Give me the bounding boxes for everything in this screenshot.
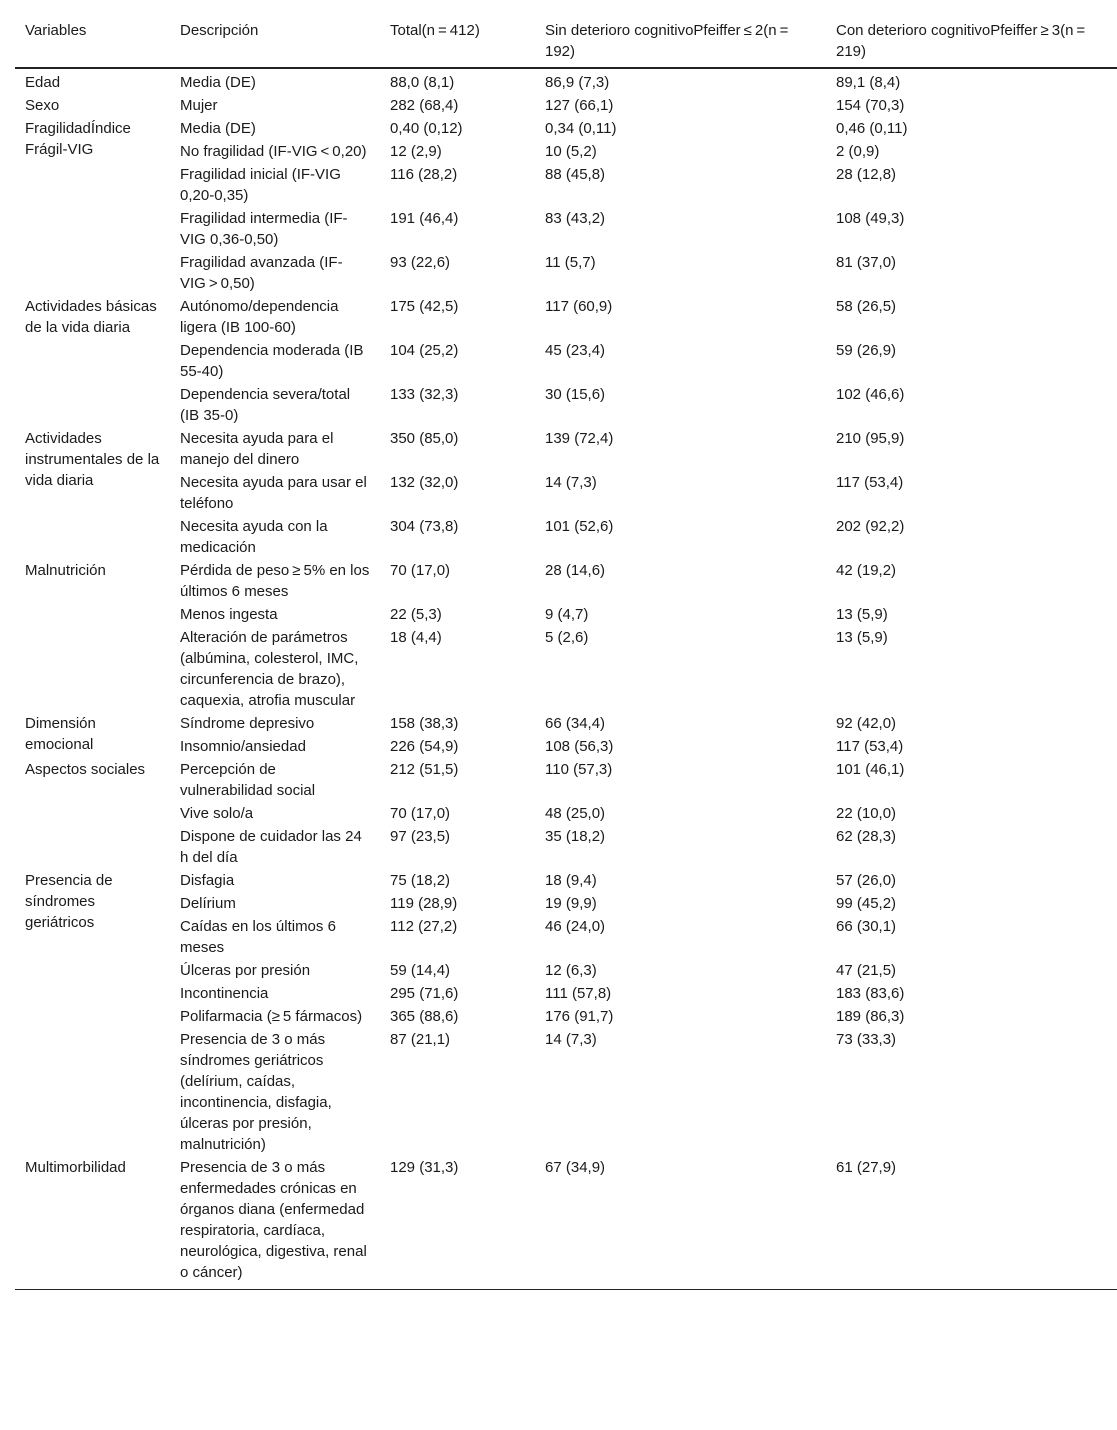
table-row [15, 802, 1117, 825]
cell-descripcion: Delírium [180, 895, 236, 912]
cell-descripcion: Dependencia severa/total (IB 35-0) [180, 386, 351, 424]
cell-total: 97 (23,5) [390, 828, 451, 845]
cell-descripcion: Síndrome depresivo [180, 715, 315, 732]
cell-sin-deterioro: 12 (6,3) [545, 962, 597, 979]
cell-variable: Presencia de síndromes geriátricos [25, 872, 113, 931]
cell-descripcion: Dispone de cuidador las 24 h del día [180, 828, 365, 866]
cell-sin-deterioro: 5 (2,6) [545, 629, 589, 646]
header-descripcion: Descripción [170, 18, 380, 68]
cell-descripcion: Vive solo/a [180, 805, 254, 822]
table-row [15, 68, 1117, 94]
cell-variable: Actividades básicas de la vida diaria [25, 298, 157, 336]
cell-sin-deterioro: 86,9 (7,3) [545, 74, 610, 91]
table-row [15, 915, 1117, 959]
cell-con-deterioro: 117 (53,4) [836, 738, 904, 755]
cell-total: 365 (88,6) [390, 1008, 459, 1025]
table-row [15, 339, 1117, 383]
cell-descripcion: Percepción de vulnerabilidad social [180, 761, 316, 799]
cell-con-deterioro: 2 (0,9) [836, 143, 880, 160]
cell-con-deterioro: 47 (21,5) [836, 962, 897, 979]
cell-sin-deterioro: 11 (5,7) [545, 254, 596, 271]
cell-descripcion: Presencia de 3 o más enfermedades crónicas en órganos diana (enfermedad respiratoria, cardíaca, neurológica, digestiva, renal o cáncer) [180, 1159, 367, 1281]
cell-con-deterioro: 189 (86,3) [836, 1008, 905, 1025]
cell-sin-deterioro: 101 (52,6) [545, 518, 614, 535]
cell-con-deterioro: 13 (5,9) [836, 629, 888, 646]
cell-sin-deterioro: 139 (72,4) [545, 430, 614, 447]
cell-total: 87 (21,1) [390, 1031, 451, 1048]
cell-con-deterioro: 28 (12,8) [836, 166, 897, 183]
cell-variable: FragilidadÍndice Frágil-VIG [25, 120, 131, 158]
cell-variable: Dimensión emocional [25, 715, 96, 753]
cell-con-deterioro: 42 (19,2) [836, 562, 897, 579]
cell-variable: Malnutrición [25, 562, 106, 579]
cell-total: 304 (73,8) [390, 518, 459, 535]
cell-sin-deterioro: 0,34 (0,11) [545, 120, 617, 137]
table-row [15, 140, 1117, 163]
table-row [15, 712, 1117, 735]
table-header [15, 18, 1117, 68]
cell-descripcion: Polifarmacia (≥ 5 fármacos) [180, 1008, 363, 1025]
cell-sin-deterioro: 10 (5,2) [545, 143, 597, 160]
table-row [15, 117, 1117, 140]
cell-con-deterioro: 102 (46,6) [836, 386, 905, 403]
cell-total: 104 (25,2) [390, 342, 459, 359]
table-row [15, 163, 1117, 207]
table-row [15, 251, 1117, 295]
cell-total: 212 (51,5) [390, 761, 459, 778]
cell-total: 191 (46,4) [390, 210, 459, 227]
cell-descripcion: Úlceras por presión [180, 962, 311, 979]
cell-total: 295 (71,6) [390, 985, 459, 1002]
cell-sin-deterioro: 19 (9,9) [545, 895, 597, 912]
cell-con-deterioro: 73 (33,3) [836, 1031, 897, 1048]
header-row [15, 18, 1117, 68]
cell-total: 175 (42,5) [390, 298, 459, 315]
table-row [15, 1005, 1117, 1028]
cell-total: 18 (4,4) [390, 629, 442, 646]
cell-total: 112 (27,2) [390, 918, 458, 935]
table-row [15, 94, 1117, 117]
cell-descripcion: Fragilidad avanzada (IF-VIG > 0,50) [180, 254, 343, 292]
cell-sin-deterioro: 9 (4,7) [545, 606, 589, 623]
cell-sin-deterioro: 110 (57,3) [545, 761, 613, 778]
header-con-deterioro: Con deterioro cognitivoPfeiffer ≥ 3(n = 219) [826, 18, 1117, 68]
cell-total: 282 (68,4) [390, 97, 459, 114]
table-row [15, 427, 1117, 471]
table-row [15, 383, 1117, 427]
table-row [15, 207, 1117, 251]
cell-total: 75 (18,2) [390, 872, 451, 889]
cell-con-deterioro: 22 (10,0) [836, 805, 897, 822]
cell-variable: Multimorbilidad [25, 1159, 126, 1176]
cell-sin-deterioro: 176 (91,7) [545, 1008, 614, 1025]
cell-sin-deterioro: 108 (56,3) [545, 738, 614, 755]
cell-con-deterioro: 62 (28,3) [836, 828, 897, 845]
cell-con-deterioro: 108 (49,3) [836, 210, 905, 227]
cell-con-deterioro: 99 (45,2) [836, 895, 897, 912]
cell-descripcion: Insomnio/ansiedad [180, 738, 306, 755]
cell-con-deterioro: 58 (26,5) [836, 298, 897, 315]
cell-total: 70 (17,0) [390, 805, 451, 822]
cell-total: 12 (2,9) [390, 143, 442, 160]
cell-sin-deterioro: 66 (34,4) [545, 715, 606, 732]
cell-variable: Edad [25, 74, 61, 91]
cell-sin-deterioro: 83 (43,2) [545, 210, 606, 227]
cell-sin-deterioro: 46 (24,0) [545, 918, 606, 935]
cell-con-deterioro: 92 (42,0) [836, 715, 897, 732]
cell-sin-deterioro: 14 (7,3) [545, 1031, 597, 1048]
table-row [15, 758, 1117, 802]
table-row [15, 471, 1117, 515]
cell-descripcion: Dependencia moderada (IB 55-40) [180, 342, 364, 380]
cell-variable: Actividades instrumentales de la vida diaria [25, 430, 160, 489]
cell-descripcion: Media (DE) [180, 74, 256, 91]
cell-descripcion: Necesita ayuda con la medicación [180, 518, 328, 556]
cell-descripcion: Incontinencia [180, 985, 269, 1002]
cell-con-deterioro: 57 (26,0) [836, 872, 897, 889]
cell-sin-deterioro: 111 (57,8) [545, 985, 612, 1002]
cell-total: 59 (14,4) [390, 962, 451, 979]
cell-con-deterioro: 183 (83,6) [836, 985, 905, 1002]
cell-total: 129 (31,3) [390, 1159, 459, 1176]
cell-total: 158 (38,3) [390, 715, 459, 732]
table-row [15, 603, 1117, 626]
cell-sin-deterioro: 30 (15,6) [545, 386, 606, 403]
cell-total: 93 (22,6) [390, 254, 451, 271]
table-row [15, 869, 1117, 892]
header-total: Total(n = 412) [380, 18, 535, 68]
table-row [15, 626, 1117, 712]
cell-sin-deterioro: 35 (18,2) [545, 828, 606, 845]
table-row [15, 1028, 1117, 1156]
cell-descripcion: Necesita ayuda para el manejo del dinero [180, 430, 334, 468]
cell-total: 70 (17,0) [390, 562, 451, 579]
cell-con-deterioro: 117 (53,4) [836, 474, 904, 491]
cell-total: 88,0 (8,1) [390, 74, 455, 91]
cell-sin-deterioro: 45 (23,4) [545, 342, 606, 359]
cell-descripcion: Fragilidad inicial (IF-VIG 0,20-0,35) [180, 166, 341, 204]
cell-sin-deterioro: 67 (34,9) [545, 1159, 606, 1176]
cell-total: 116 (28,2) [390, 166, 458, 183]
cell-descripcion: Pérdida de peso ≥ 5% en los últimos 6 meses [180, 562, 370, 600]
cell-sin-deterioro: 18 (9,4) [545, 872, 597, 889]
table-body [15, 68, 1117, 1290]
table-row [15, 1156, 1117, 1290]
cell-descripcion: Caídas en los últimos 6 meses [180, 918, 336, 956]
cell-con-deterioro: 66 (30,1) [836, 918, 897, 935]
cell-con-deterioro: 202 (92,2) [836, 518, 905, 535]
cell-descripcion: Fragilidad intermedia (IF-VIG 0,36-0,50) [180, 210, 348, 248]
cell-con-deterioro: 0,46 (0,11) [836, 120, 908, 137]
cell-con-deterioro: 13 (5,9) [836, 606, 888, 623]
data-table [15, 18, 1117, 1290]
cell-sin-deterioro: 88 (45,8) [545, 166, 606, 183]
table-row [15, 295, 1117, 339]
cell-total: 350 (85,0) [390, 430, 459, 447]
cell-total: 119 (28,9) [390, 895, 458, 912]
cell-con-deterioro: 154 (70,3) [836, 97, 905, 114]
cell-con-deterioro: 81 (37,0) [836, 254, 897, 271]
cell-sin-deterioro: 28 (14,6) [545, 562, 606, 579]
cell-con-deterioro: 61 (27,9) [836, 1159, 897, 1176]
header-variables: Variables [15, 18, 170, 68]
table-row [15, 559, 1117, 603]
cell-variable: Sexo [25, 97, 60, 114]
cell-con-deterioro: 210 (95,9) [836, 430, 905, 447]
table-row [15, 735, 1117, 758]
cell-descripcion: Necesita ayuda para usar el teléfono [180, 474, 367, 512]
cell-descripcion: No fragilidad (IF-VIG < 0,20) [180, 143, 367, 160]
cell-sin-deterioro: 117 (60,9) [545, 298, 613, 315]
header-sin-deterioro: Sin deterioro cognitivoPfeiffer ≤ 2(n = 192) [535, 18, 826, 68]
cell-descripcion: Media (DE) [180, 120, 256, 137]
table-row [15, 892, 1117, 915]
cell-descripcion: Alteración de parámetros (albúmina, colesterol, IMC, circunferencia de brazo), caquexia, atrofia muscular [180, 629, 359, 709]
cell-sin-deterioro: 48 (25,0) [545, 805, 606, 822]
cell-descripcion: Disfagia [180, 872, 235, 889]
cell-total: 226 (54,9) [390, 738, 459, 755]
cell-con-deterioro: 101 (46,1) [836, 761, 905, 778]
cell-descripcion: Autónomo/dependencia ligera (IB 100-60) [180, 298, 339, 336]
table-row [15, 959, 1117, 982]
table-row [15, 825, 1117, 869]
cell-sin-deterioro: 14 (7,3) [545, 474, 597, 491]
cell-descripcion: Mujer [180, 97, 218, 114]
cell-con-deterioro: 89,1 (8,4) [836, 74, 901, 91]
table-row [15, 982, 1117, 1005]
cell-variable: Aspectos sociales [25, 761, 146, 778]
cell-descripcion: Presencia de 3 o más síndromes geriátricos (delírium, caídas, incontinencia, disfagia, úlceras por presión, malnutrición) [180, 1031, 332, 1153]
cell-descripcion: Menos ingesta [180, 606, 278, 623]
cell-total: 132 (32,0) [390, 474, 459, 491]
cell-con-deterioro: 59 (26,9) [836, 342, 897, 359]
cell-total: 133 (32,3) [390, 386, 459, 403]
table-row [15, 515, 1117, 559]
cell-total: 0,40 (0,12) [390, 120, 463, 137]
cell-sin-deterioro: 127 (66,1) [545, 97, 614, 114]
cell-total: 22 (5,3) [390, 606, 442, 623]
